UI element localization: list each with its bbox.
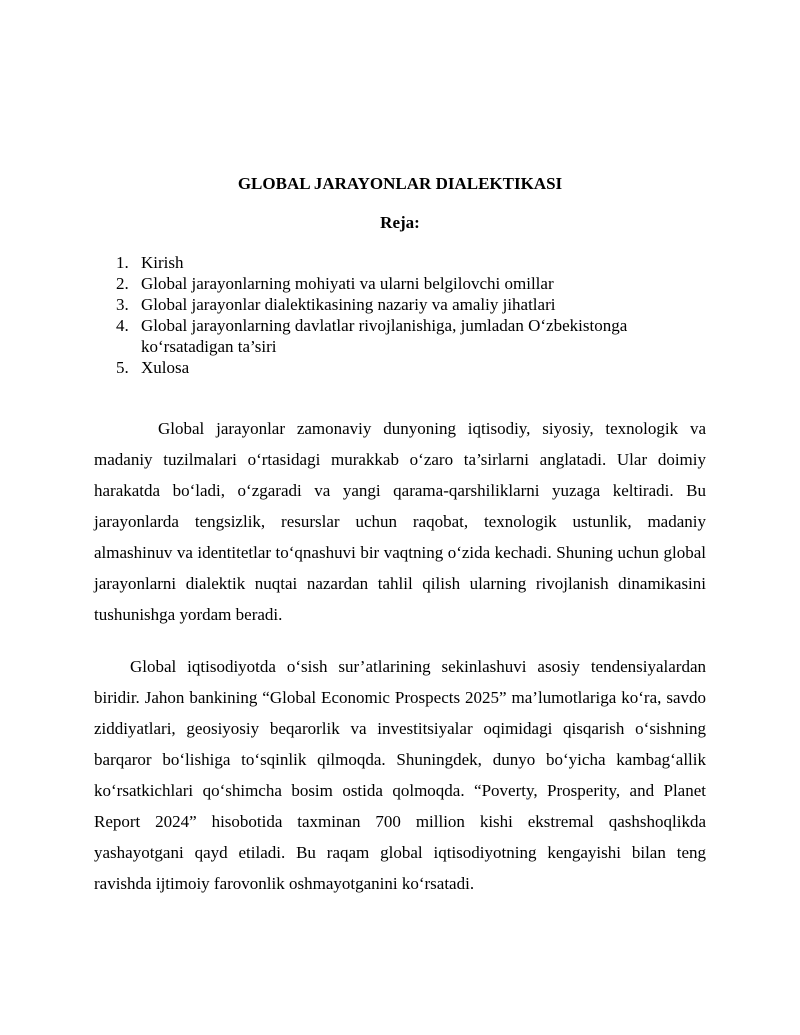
plan-item-number: 2. — [116, 274, 129, 293]
plan-item-text: Kirish — [141, 253, 184, 272]
plan-item-number: 5. — [116, 358, 129, 377]
plan-item-text: Global jarayonlar dialektikasining nazariy va amaliy jihatlari — [141, 295, 556, 314]
plan-item — [116, 273, 716, 294]
body-paragraph-intro: Global jarayonlar zamonaviy dunyoning iqtisodiy, siyosiy, texnologik va madaniy tuzilmalari o‘rtasidagi murakkab o‘zaro ta’sirlarni anglatadi. Ular doimiy harakatda bo‘ladi, o‘zgaradi va yangi qarama-qarshiliklarni yuzaga keltiradi. Bu jarayonlarda tengsizlik, resurslar uchun raqobat, texnologik ustunlik, madaniy almashinuv va identitetlar to‘qnashuvi bir vaqtning o‘zida kechadi. Shuning uchun global jarayonlarni dialektik nuqtai nazardan tahlil qilish ularning rivojlanish dinamikasini tushunishga yordam beradi. — [94, 419, 706, 624]
plan-item — [116, 252, 716, 273]
plan-item — [116, 294, 716, 315]
plan-item — [116, 357, 716, 378]
plan-item-number: 1. — [116, 253, 129, 272]
plan-item — [116, 315, 716, 357]
plan-list — [116, 252, 716, 378]
plan-item-text: Global jarayonlarning mohiyati va ularni belgilovchi omillar — [141, 274, 554, 293]
plan-item-number: 4. — [116, 316, 129, 335]
document-title: GLOBAL JARAYONLAR DIALEKTIKASI — [237, 174, 563, 193]
plan-item-text: Xulosa — [141, 358, 190, 377]
plan-item-text: Global jarayonlarning davlatlar rivojlanishiga, jumladan O‘zbekistonga ko‘rsatadigan ta’siri — [141, 316, 628, 356]
plan-item-number: 3. — [116, 295, 129, 314]
plan-heading: Reja: — [380, 213, 420, 232]
body-paragraph-economy: Global iqtisodiyotda o‘sish sur’atlarining sekinlashuvi asosiy tendensiyalardan biridir. Jahon bankining “Global Economic Prospects 2025” ma’lumotlariga ko‘ra, savdo ziddiyatlari, geosiyosiy beqarorlik va investitsiyalar oqimidagi qisqarish o‘sishning barqaror bo‘lishiga to‘sqinlik qilmoqda. Shuningdek, dunyo bo‘yicha kambag‘allik ko‘rsatkichlari qo‘shimcha bosim ostida qolmoqda. “Poverty, Prosperity, and Planet Report 2024” hisobotida taxminan 700 million kishi ekstremal qashshoqlikda yashayotgani qayd etiladi. Bu raqam global iqtisodiyotning kengayishi bilan teng ravishda ijtimoiy farovonlik oshmayotganini ko‘rsatadi. — [94, 657, 706, 893]
